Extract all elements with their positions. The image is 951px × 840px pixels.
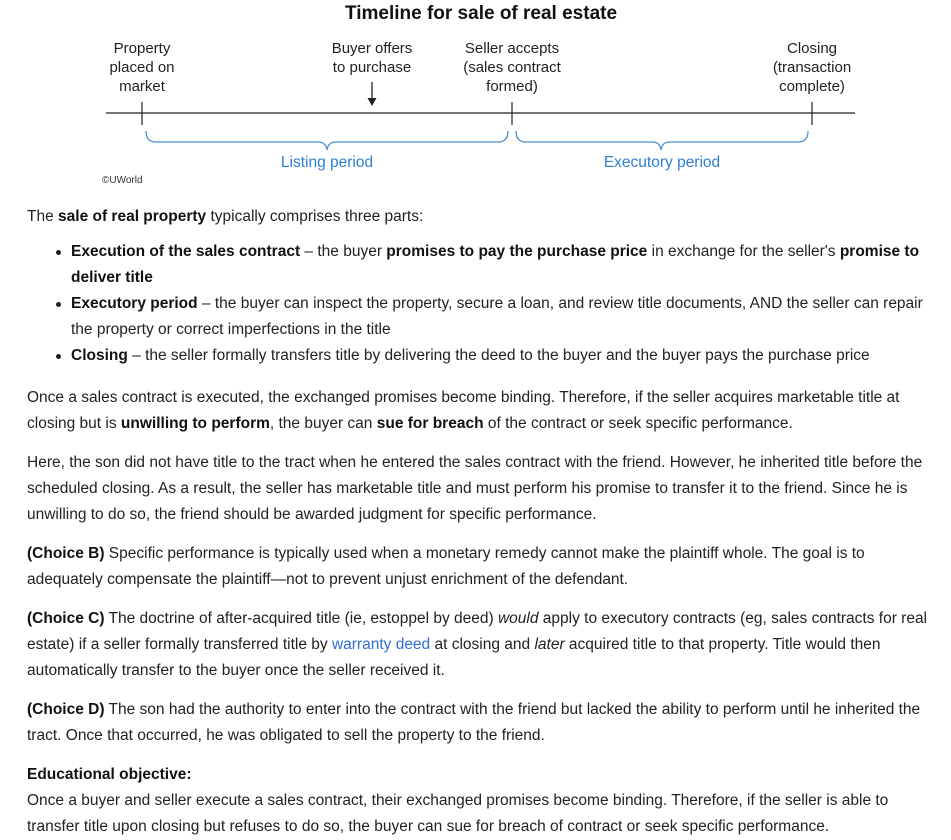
here-paragraph: Here, the son did not have title to the tract when he entered the sales contract with the friend. However, he inherited title before the scheduled closing. As a result, the seller has marketable title and must perform his promise to transfer it to the friend. Since he is unwilling to do so, the friend should be awarded judgment for specific performance. <box>27 454 923 523</box>
event-property-placed-line3: market <box>119 78 165 95</box>
list-item: Closing – the seller formally transfers title by delivering the deed to the buyer and the buyer pays the purchase price <box>71 343 939 369</box>
event-property-placed-line1: Property <box>113 40 171 57</box>
choice-b-paragraph: (Choice B) Specific performance is typically used when a monetary remedy cannot make the plaintiff whole. The goal is to adequately compensate the plaintiff—not to prevent unjust enrichment of the defendant. <box>27 545 865 588</box>
timeline-diagram <box>0 0 951 200</box>
event-closing-line2: (transaction <box>772 59 852 76</box>
list-item: Executory period – the buyer can inspect the property, secure a loan, and review title documents, AND the seller can repair the property or correct imperfections in the title <box>71 291 939 343</box>
timeline-figure <box>0 0 951 200</box>
listing-period-label: Listing period <box>280 154 374 171</box>
copyright-text: ©UWorld <box>102 175 143 186</box>
choice-d-paragraph: (Choice D) The son had the authority to enter into the contract with the friend but lacked the ability to perform until he inherited the tract. Once that occurred, he was obligated to sell the property to the friend. <box>27 701 921 744</box>
objective-heading: Educational objective: <box>27 766 192 783</box>
executory-period-brace <box>516 131 808 150</box>
choice-c-paragraph: (Choice C) The doctrine of after-acquired title (ie, estoppel by deed) would apply to executory contracts (eg, sales contracts for real estate) if a seller formally transferred title by warranty deed at closing and later acquired title to that property. Title would then automatically transfer to the buyer once the seller received it. <box>27 610 928 679</box>
executory-period-label: Executory period <box>603 154 721 171</box>
event-closing-line1: Closing <box>786 40 838 57</box>
event-closing-line3: complete) <box>779 78 845 95</box>
intro-paragraph: The sale of real property typically comprises three parts: <box>27 208 424 225</box>
event-buyer-offers-line2: to purchase <box>332 59 412 76</box>
figure-title: Timeline for sale of real estate <box>344 3 618 24</box>
binding-paragraph: Once a sales contract is executed, the exchanged promises become binding. Therefore, if the seller acquires marketable title at closing but is unwilling to perform, the buyer can sue for breach of the contract or seek specific performance. <box>27 389 900 432</box>
parts-list <box>27 239 939 369</box>
objective-text: Once a buyer and seller execute a sales contract, their exchanged promises become binding. Therefore, if the seller is able to transfer title upon closing but refuses to do so, the buyer can sue for breach of contract or seek specific performance. <box>27 792 889 835</box>
event-seller-accepts-line1: Seller accepts <box>464 40 560 57</box>
event-property-placed-line2: placed on <box>109 59 175 76</box>
event-seller-accepts-line3: formed) <box>486 78 538 95</box>
arrow-down-icon <box>368 82 377 106</box>
event-buyer-offers-line1: Buyer offers <box>331 40 413 57</box>
listing-period-brace <box>146 131 508 150</box>
event-seller-accepts-line2: (sales contract <box>463 59 561 76</box>
list-item: Execution of the sales contract – the buyer promises to pay the purchase price in exchange for the seller's promise to deliver title <box>71 239 939 291</box>
warranty-deed-link[interactable]: warranty deed <box>331 636 431 653</box>
explanation-body <box>27 204 939 840</box>
